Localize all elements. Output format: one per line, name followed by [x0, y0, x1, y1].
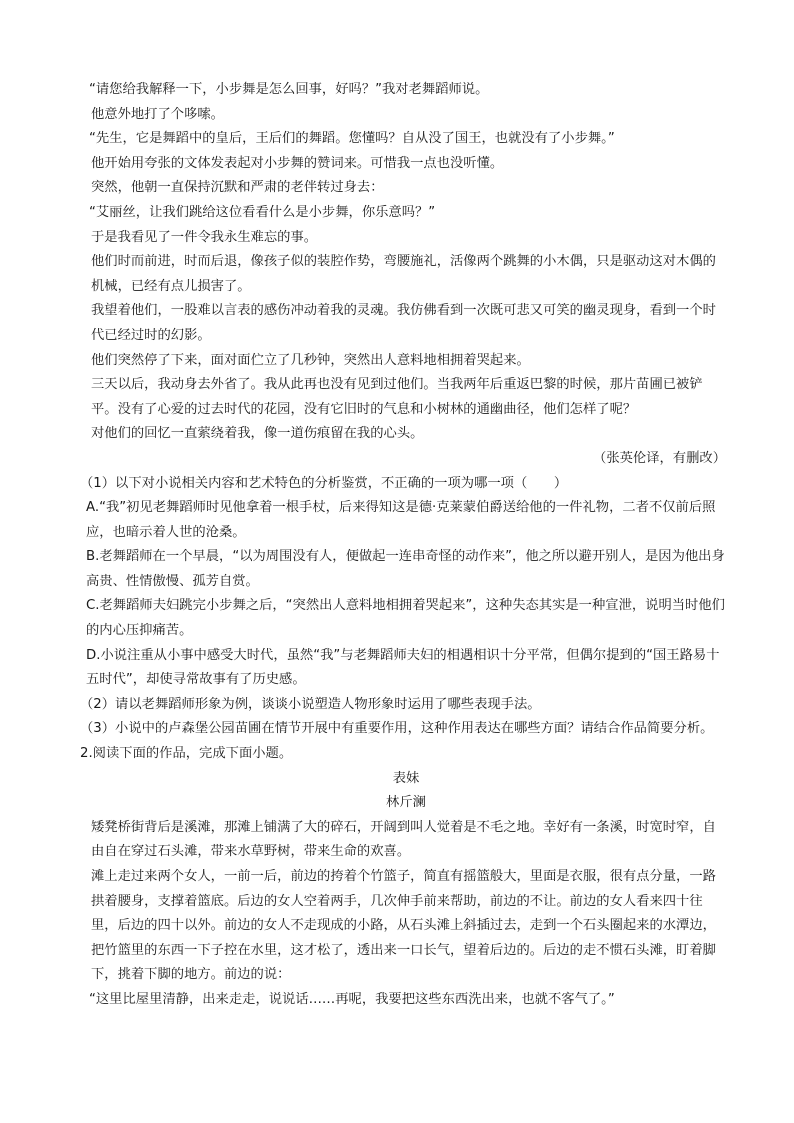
paragraph: 突然，他朝一直保持沉默和严肃的老伴转过身去：: [91, 180, 384, 196]
paragraph: “请您给我解释一下，小步舞是怎么回事，好吗？”我对老舞蹈师说。: [89, 82, 489, 97]
story-title: 表妹: [392, 770, 420, 786]
question-2: （2）请以老舞蹈师形象为例，谈谈小说塑造人物形象时运用了哪些表现手法。: [80, 696, 541, 712]
paragraph: 三天以后，我动身去外省了。我从此再也没有见到过他们。当我两年后重返巴黎的时候，那片苗圃已被铲平。没有了心爱的过去时代的花园，没有它旧时的气息和小树林的通幽曲径，他们怎样了呢？: [91, 377, 703, 417]
attribution: （张英伦译，有删改）: [593, 450, 726, 466]
paragraph: 滩上走过来两个女人，一前一后，前边的挎着个竹篮子，简直有摇篮般大，里面是衣服，很有点分量，一路拱着腰身，支撑着篮底。后边的女人空着两手，几次伸手前来帮助，前边的不让。前边的女人看来四十往里，后边的四十以外。前边的女人不走现成的小路，从石头滩上斜插过去，走到一个石头圈起来的水潭边，把竹篮里的东西一下子控在水里，这才松了，透出来一口长气，望着后边的。后边的走不惯石头滩，盯着脚下，挑着下脚的地方。前边的说：: [91, 869, 716, 983]
paragraph: “先生，它是舞蹈中的皇后，王后们的舞蹈。您懂吗？自从没了国王，也就没有了小步舞。”: [89, 131, 615, 147]
option-c: C.老舞蹈师夫妇跳完小步舞之后，“突然出人意料地相拥着哭起来”，这种失态其实是一种宣泄，说明当时他们的内心压抑痛苦。: [86, 598, 725, 639]
section-heading: 2.阅读下面的作品，完成下面小题。: [80, 746, 293, 762]
paragraph: 矮凳桥街背后是溪滩，那滩上铺满了大的碎石，开阔到叫人觉着是不毛之地。幸好有一条溪，时宽时窄，自由自在穿过石头滩，带来水草野树，带来生命的欢喜。: [91, 819, 716, 860]
document-body: [80, 78, 728, 1013]
paragraph: “艾丽丝，让我们跳给这位看看什么是小步舞，你乐意吗？”: [89, 204, 436, 220]
paragraph: 他意外地打了个哆嗦。: [91, 106, 224, 122]
paragraph: 他们突然停了下来，面对面伫立了几秒钟，突然出人意料地相拥着哭起来。: [91, 352, 530, 368]
story-author: 林斤澜: [386, 795, 426, 811]
paragraph: 对他们的回忆一直萦绕着我，像一道伤痕留在我的心头。: [91, 426, 424, 442]
option-a: A.“我”初见老舞蹈师时见他拿着一根手杖，后来得知这是德·克莱蒙伯爵送给他的一件礼物，二者不仅前后照应，也暗示着人世的沧桑。: [86, 500, 716, 540]
paragraph: 他们时而前进，时而后退，像孩子似的装腔作势，弯腰施礼，活像两个跳舞的小木偶，只是驱动这对木偶的机械，已经有点儿损害了。: [91, 254, 716, 294]
paragraph: 于是我看见了一件令我永生难忘的事。: [91, 229, 318, 245]
paragraph: 我望着他们，一股难以言表的感伤冲动着我的灵魂。我仿佛看到一次既可悲又可笑的幽灵现身，看到一个时代已经过时的幻影。: [91, 303, 716, 343]
option-d: D.小说注重从小事中感受大时代，虽然“我”与老舞蹈师夫妇的相遇相识十分平常，但偶尔提到的“国王路易十五时代”，却使寻常故事有了历史感。: [86, 647, 720, 688]
question-3: （3）小说中的卢森堡公园苗圃在情节开展中有重要作用，这种作用表达在哪些方面？请结合作品简要分析。: [80, 721, 714, 737]
paragraph: 他开始用夸张的文体发表起对小步舞的赞词来。可惜我一点也没听懂。: [91, 155, 504, 171]
paragraph: “这里比屋里清静，出来走走，说说话……再呢，我要把这些东西洗出来，也就不客气了。”: [89, 991, 615, 1007]
question-1: （1）以下对小说相关内容和艺术特色的分析鉴赏，不正确的一项为哪一项（ ）: [80, 475, 568, 491]
option-b: B.老舞蹈师在一个早晨，“以为周围没有人，便做起一连串奇怪的动作来”，他之所以避开别人，是因为他出身高贵、性情傲慢、孤芳自赏。: [86, 549, 725, 589]
